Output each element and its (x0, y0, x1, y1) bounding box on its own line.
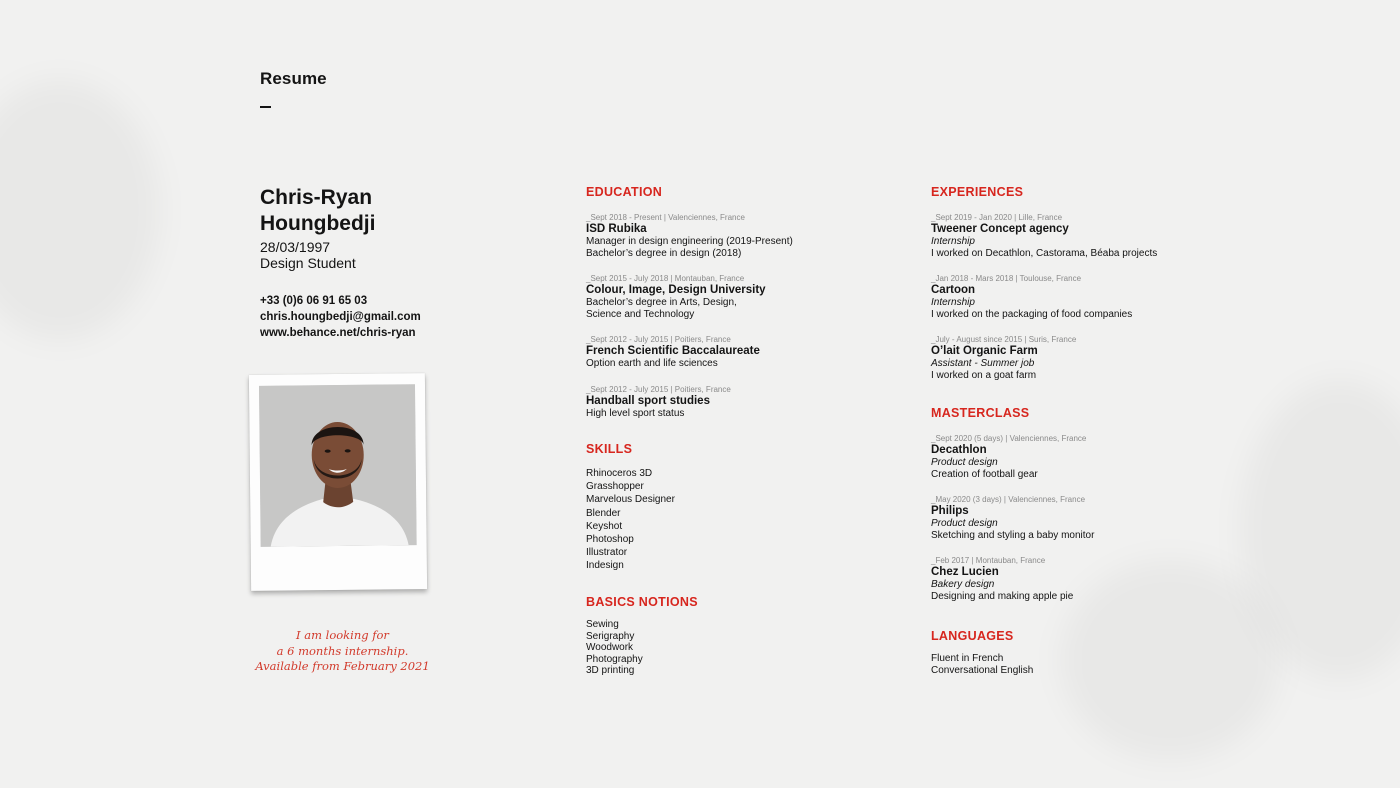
name-last: Houngbedji (260, 212, 376, 235)
note-line: a 6 months internship. (276, 643, 409, 658)
entry-subtitle: Assistant - Summer job (931, 358, 1035, 369)
basics-heading: BASICS NOTIONS (586, 595, 698, 609)
basics-item: Woodwork (586, 642, 634, 653)
skills-list (586, 467, 675, 573)
phone-number: +33 (0)6 06 91 65 03 (260, 295, 368, 307)
entry-subtitle: Internship (931, 236, 975, 247)
name-first: Chris-Ryan (260, 186, 373, 209)
entry-title: Colour, Image, Design University (586, 284, 766, 296)
entry-meta: _Sept 2019 - Jan 2020 | Lille, France (931, 213, 1063, 222)
basics-item: 3D printing (586, 665, 635, 676)
entry-line: Science and Technology (586, 308, 695, 320)
contact-block (260, 293, 421, 341)
entry-meta: _Jan 2018 - Mars 2018 | Toulouse, France (931, 274, 1082, 283)
languages-list (931, 653, 1033, 676)
background-shadow (1060, 560, 1280, 760)
education-entry (586, 213, 793, 259)
skill-item: Grasshopper (586, 481, 644, 493)
experience-entry (931, 274, 1132, 320)
background-shadow (0, 80, 160, 340)
entry-title: Chez Lucien (931, 566, 999, 578)
entry-line: Bachelor’s degree in design (2018) (586, 247, 742, 259)
experience-entry (931, 213, 1157, 259)
birthdate: 28/03/1997 (260, 239, 331, 255)
basics-item: Photography (586, 653, 643, 665)
entry-meta: _July - August since 2015 | Suris, France (931, 335, 1077, 344)
skill-item: Blender (586, 507, 621, 519)
skill-item: Photoshop (586, 534, 634, 546)
skill-item: Illustrator (586, 547, 628, 559)
skill-item: Indesign (586, 560, 624, 572)
entry-subtitle: Internship (931, 297, 975, 308)
entry-line: Option earth and life sciences (586, 358, 718, 369)
language-item: Conversational English (931, 664, 1034, 676)
education-entry (586, 274, 766, 320)
page-title: Resume (260, 69, 327, 88)
basics-list (586, 619, 643, 677)
entry-meta: _Sept 2012 - July 2015 | Poitiers, France (586, 385, 731, 394)
website-link[interactable]: www.behance.net/chris-ryan (260, 327, 416, 339)
email-link[interactable]: chris.houngbedji@gmail.com (260, 311, 421, 323)
masterclass-entry (931, 495, 1094, 541)
entry-subtitle: Product design (931, 457, 998, 468)
note-line: Available from February 2021 (255, 659, 430, 673)
basics-item: Sewing (586, 619, 619, 630)
entry-line: Manager in design engineering (2019-Present) (586, 236, 793, 247)
skill-item: Marvelous Designer (586, 494, 675, 506)
skills-heading: SKILLS (586, 442, 633, 456)
profile-name (260, 185, 375, 237)
experience-entry (931, 335, 1076, 381)
polaroid-photo-frame (249, 373, 427, 591)
profile-photo (259, 384, 417, 547)
entry-title: ISD Rubika (586, 223, 647, 235)
entry-line: I worked on the packaging of food companies (931, 308, 1133, 320)
entry-title: French Scientific Baccalaureate (586, 345, 760, 357)
entry-meta: _Feb 2017 | Montauban, France (931, 556, 1046, 565)
entry-meta: _Sept 2012 - July 2015 | Poitiers, France (586, 335, 731, 344)
note-line: I am looking for (296, 628, 389, 642)
entry-title: Tweener Concept agency (931, 223, 1069, 235)
masterclass-entry (931, 556, 1073, 602)
masterclass-entry (931, 434, 1086, 480)
entry-title: Handball sport studies (586, 395, 710, 407)
entry-line: High level sport status (586, 408, 685, 419)
portrait-illustration (259, 384, 417, 547)
basics-item: Serigraphy (586, 630, 635, 642)
skill-item: Keyshot (586, 520, 623, 532)
experiences-heading: EXPERIENCES (931, 185, 1024, 199)
entry-line: I worked on Decathlon, Castorama, Béaba projects (931, 247, 1158, 259)
entry-meta: _Sept 2018 - Present | Valenciennes, France (586, 213, 745, 222)
entry-meta: _May 2020 (3 days) | Valenciennes, France (931, 495, 1086, 504)
entry-title: Cartoon (931, 284, 976, 296)
entry-title: Philips (931, 505, 969, 517)
entry-subtitle: Bakery design (931, 579, 995, 590)
job-title: Design Student (260, 255, 356, 271)
availability-note (240, 628, 445, 675)
title-divider (260, 106, 271, 108)
entry-meta: _Sept 2020 (5 days) | Valenciennes, France (931, 434, 1087, 443)
entry-line: Creation of football gear (931, 468, 1038, 480)
languages-heading: LANGUAGES (931, 629, 1014, 643)
education-entry (586, 335, 760, 370)
entry-meta: _Sept 2015 - July 2018 | Montauban, France (586, 274, 745, 283)
entry-title: O’lait Organic Farm (931, 345, 1038, 357)
education-entry (586, 385, 731, 420)
masterclass-heading: MASTERCLASS (931, 406, 1030, 420)
education-heading: EDUCATION (586, 185, 663, 199)
entry-line: Sketching and styling a baby monitor (931, 529, 1095, 541)
entry-line: Designing and making apple pie (931, 590, 1074, 602)
language-item: Fluent in French (931, 653, 1004, 664)
entry-line: Bachelor’s degree in Arts, Design, (586, 297, 737, 308)
entry-title: Decathlon (931, 444, 987, 456)
entry-subtitle: Product design (931, 518, 998, 529)
skill-item: Rhinoceros 3D (586, 468, 653, 479)
entry-line: I worked on a goat farm (931, 369, 1037, 381)
